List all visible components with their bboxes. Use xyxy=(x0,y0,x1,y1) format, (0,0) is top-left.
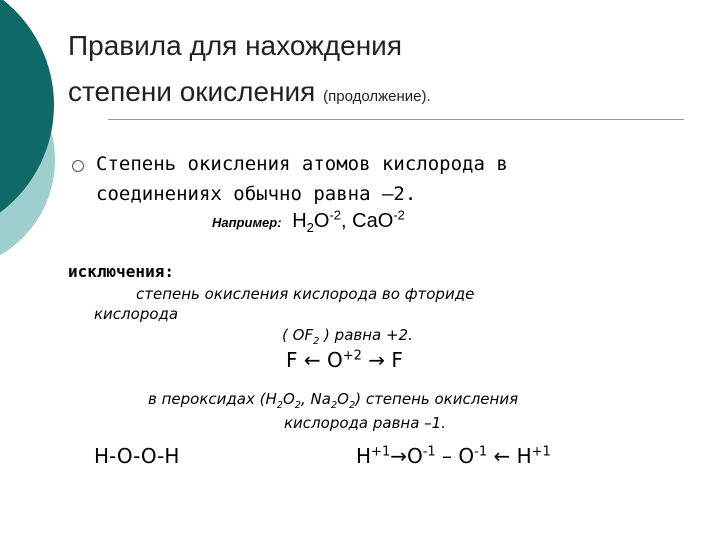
fluoride-text-line1: степень окисления кислорода во фториде xyxy=(136,285,475,303)
slide-title-line1: Правила для нахождения xyxy=(68,30,402,61)
fluorine-arrow-diagram: F ← $O^{+2} \to F$ xyxy=(286,348,403,372)
peroxide-text-line2: кислорода равна –1. xyxy=(284,414,446,432)
hollow-circle-bullet-icon xyxy=(72,160,84,172)
example-row xyxy=(212,207,405,235)
peroxide-oxidation-states: $H^{+1}\to O^{-1} - O^{-1}$ ← $H^{+1}$ xyxy=(356,444,551,468)
title-divider xyxy=(108,119,684,120)
of2-line: ( $OF_2$ ) равна +2. xyxy=(282,326,413,347)
decorative-teal-circles xyxy=(0,0,60,280)
example-label: Например: xyxy=(212,215,282,230)
peroxide-text-line1: в пероксидах ($H_2O_2$, $Na_2O_2$) степень окисления xyxy=(148,390,519,411)
slide-title-main: степени окисления xyxy=(68,76,316,107)
example-formula: $H_2O^{-2}$, CaO$^{-2}$ xyxy=(292,207,405,235)
peroxide-structure: H-O-O-H xyxy=(94,444,180,468)
bullet-text-line2: соединениях обычно равна –2. xyxy=(96,183,417,205)
slide-title-line2 xyxy=(68,76,431,108)
slide-title-suffix: (продолжение). xyxy=(323,88,431,105)
exceptions-heading: исключения: xyxy=(68,262,174,281)
fluoride-text-line2: кислорода xyxy=(94,305,179,323)
bullet-text-line1: Степень окисления атомов кислорода в xyxy=(96,153,508,175)
